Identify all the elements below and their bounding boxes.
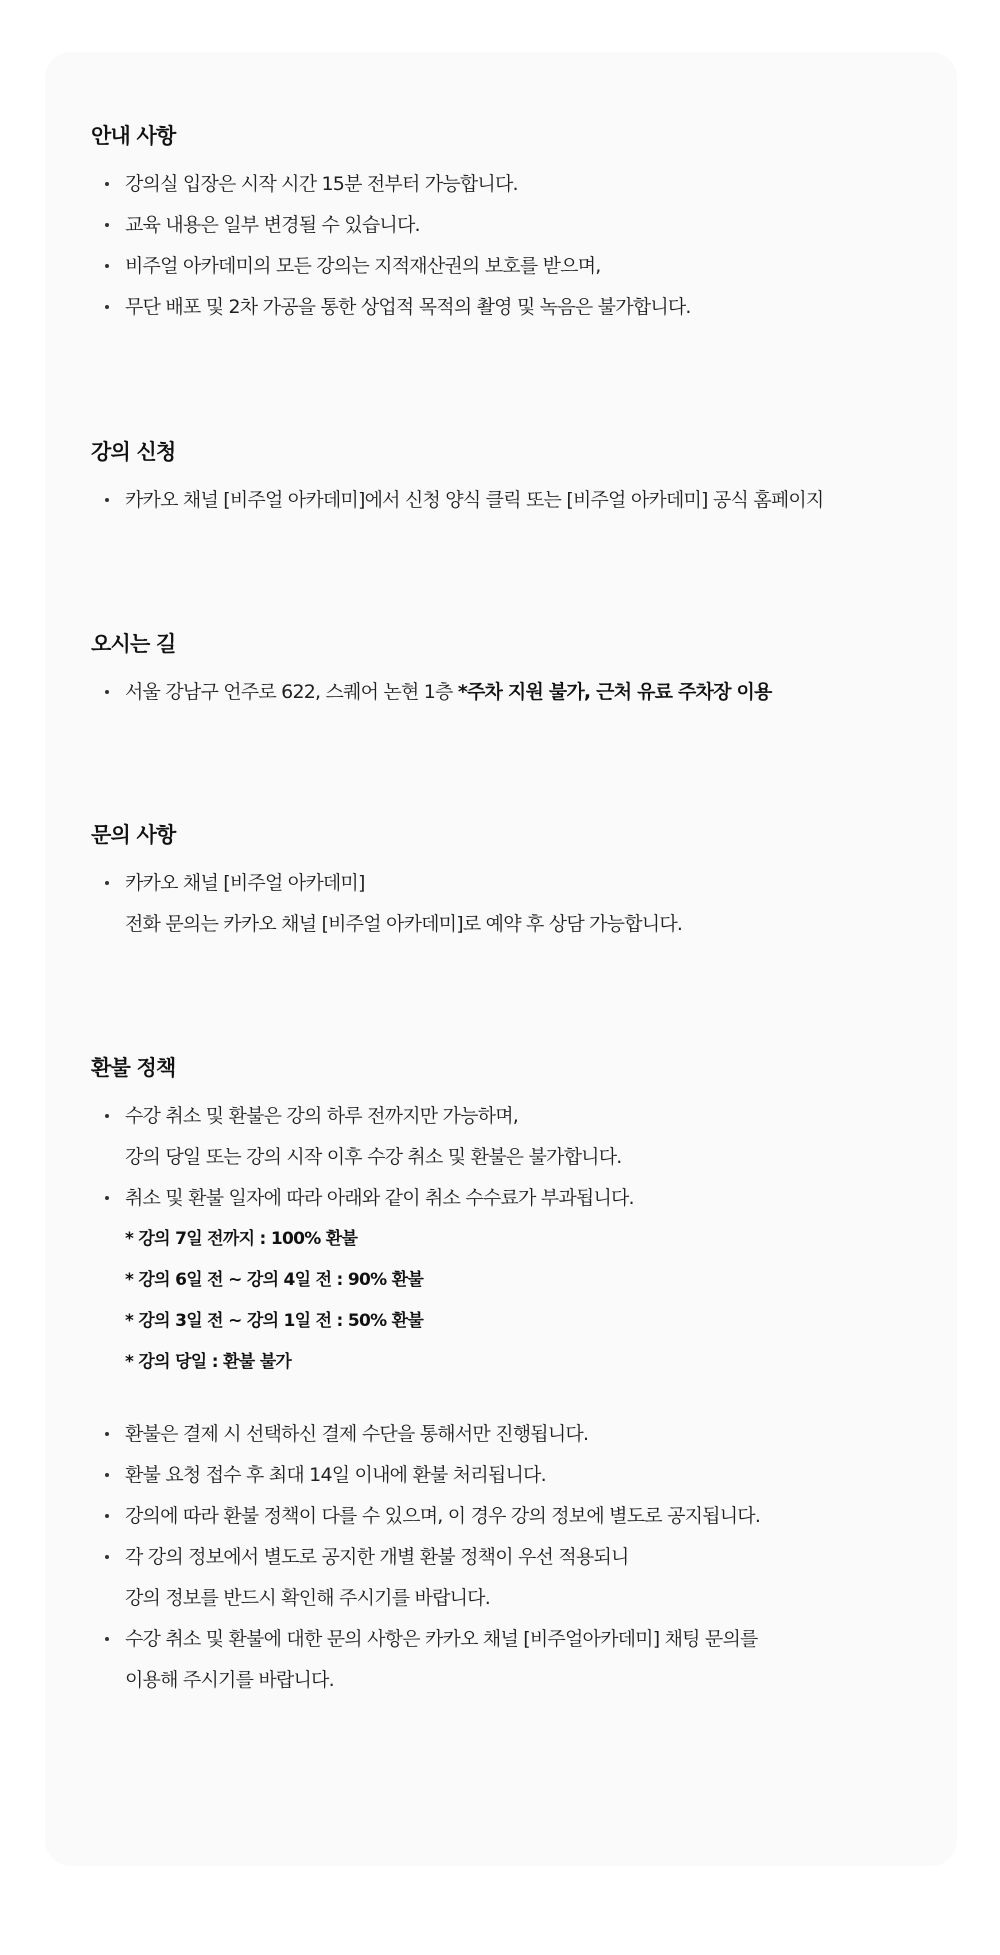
list-item [91,863,927,945]
refund-item-1-line-1: 수강 취소 및 환불은 강의 하루 전까지만 가능하며, [125,1105,518,1127]
apply-list [91,480,927,521]
list-item [91,1537,927,1619]
refund-fee-item: * 강의 3일 전 ~ 강의 1일 전 : 50% 환불 [125,1311,424,1331]
list-item: 취소 및 환불 일자에 따라 아래와 같이 취소 수수료가 부과됩니다. [91,1178,927,1219]
notice-title: 안내 사항 [91,124,176,148]
refund-item-7-line-2: 이용해 주시기를 바랍니다. [125,1669,334,1691]
apply-section [91,436,927,521]
list-item: 무단 배포 및 2차 가공을 통한 상업적 목적의 촬영 및 녹음은 불가합니다. [91,287,927,328]
list-item: 강의실 입장은 시작 시간 15분 전부터 가능합니다. [91,164,927,205]
contact-section [91,819,927,945]
list-item: 카카오 채널 [비주얼 아카데미]에서 신청 양식 클릭 또는 [비주얼 아카데미] 공식 홈페이지 [91,480,927,521]
directions-list [91,672,927,713]
notice-list [91,164,927,328]
refund-item-6-line-1: 각 강의 정보에서 별도로 공지한 개별 환불 정책이 우선 적용되니 [125,1546,629,1568]
list-item [91,672,927,713]
list-item: 교육 내용은 일부 변경될 수 있습니다. [91,205,927,246]
address-text: 서울 강남구 언주로 622, 스퀘어 논현 1층 [125,681,458,703]
refund-item-7-line-1: 수강 취소 및 환불에 대한 문의 사항은 카카오 채널 [비주얼아카데미] 채팅 문의를 [125,1628,758,1650]
contact-line-1: 카카오 채널 [비주얼 아카데미] [125,872,365,894]
list-item [91,1619,927,1701]
contact-line-2: 전화 문의는 카카오 채널 [비주얼 아카데미]로 예약 후 상담 가능합니다. [125,913,683,935]
refund-title: 환불 정책 [91,1056,176,1080]
directions-section [91,628,927,713]
parking-note: *주차 지원 불가, 근처 유료 주차장 이용 [457,681,772,703]
list-item: 강의에 따라 환불 정책이 다를 수 있으며, 이 경우 강의 정보에 별도로 공지됩니다. [91,1496,927,1537]
refund-fee-item: * 강의 7일 전까지 : 100% 환불 [125,1229,358,1249]
apply-title: 강의 신청 [91,440,176,464]
info-card [45,52,957,1866]
list-item [91,1096,927,1178]
refund-list [91,1096,927,1219]
refund-fee-list [91,1219,927,1383]
refund-fee-item: * 강의 당일 : 환불 불가 [125,1352,292,1372]
contact-list [91,863,927,945]
list-item: 비주얼 아카데미의 모든 강의는 지적재산권의 보호를 받으며, [91,246,927,287]
list-item: 환불 요청 접수 후 최대 14일 이내에 환불 처리됩니다. [91,1455,927,1496]
refund-item-1-line-2: 강의 당일 또는 강의 시작 이후 수강 취소 및 환불은 불가합니다. [125,1146,622,1168]
refund-list-2 [91,1414,927,1701]
notice-section [91,120,927,328]
contact-title: 문의 사항 [91,823,176,847]
refund-item-6-line-2: 강의 정보를 반드시 확인해 주시기를 바랍니다. [125,1587,490,1609]
list-item: 환불은 결제 시 선택하신 결제 수단을 통해서만 진행됩니다. [91,1414,927,1455]
refund-fee-item: * 강의 6일 전 ~ 강의 4일 전 : 90% 환불 [125,1270,424,1290]
directions-title: 오시는 길 [91,632,176,656]
refund-section [91,1052,927,1701]
